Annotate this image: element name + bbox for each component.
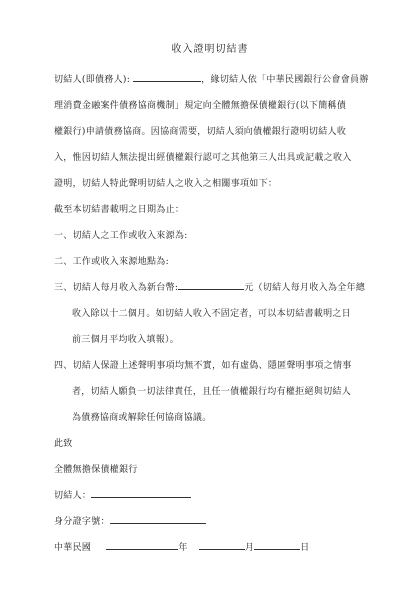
item-4-line-2: 者，切結人願負一切法律責任，且任一債權銀行均有權拒絕與切結人 — [72, 387, 352, 397]
monthly-income-label: 三、切結人每月收入為新台幣: — [54, 283, 179, 293]
intro-line-4: 入，惟因切結人無法提出經債權銀行認可之其他第三人出具或記載之收入 — [54, 153, 352, 163]
closing: 此致 — [54, 439, 73, 449]
monthly-income-blank[interactable] — [178, 281, 244, 290]
month-blank[interactable] — [199, 541, 245, 550]
intro-line-2: 理消費金融案件債務協商機制」規定向全體無擔保債權銀行(以下簡稱債 — [54, 101, 347, 111]
id-number-blank[interactable] — [110, 515, 206, 524]
id-label: 身分證字號： — [54, 517, 110, 527]
era-label: 中華民國 — [54, 543, 92, 553]
item-1-income-source: 一、切結人之工作或收入來源為: — [54, 231, 188, 241]
item-2-income-location: 二、工作或收入來源地點為: — [54, 257, 169, 267]
debtor-label: 切結人(即債務人): — [54, 75, 134, 85]
month-label: 月 — [244, 543, 255, 553]
intro-line-1 — [54, 72, 369, 85]
date-line — [54, 540, 309, 553]
document-title: 收入證明切結書 — [171, 44, 249, 55]
date-statement: 截至本切結書載明之日期為止： — [54, 205, 185, 215]
day-label: 日 — [300, 543, 310, 553]
item-3-line-3: 前三個月平均收入填報）。 — [72, 335, 180, 345]
signer-label: 切結人： — [54, 491, 92, 501]
year-blank[interactable] — [106, 541, 178, 550]
id-number-line — [54, 514, 206, 527]
item-4-line-3: 為債務協商或解除任何協商協議。 — [72, 413, 212, 423]
intro-line-5: 證明，切結人特此聲明切結人之收入之相關事項如下： — [54, 179, 278, 189]
intro-line-3: 權銀行)申請債務協商。因協商需要，切結人須向債權銀行證明切結人收 — [54, 127, 347, 137]
recipient: 全體無擔保債權銀行 — [54, 465, 138, 475]
debtor-name-blank[interactable] — [133, 73, 201, 82]
item-3-line-1 — [54, 280, 365, 293]
monthly-income-note: 元（切結人每月收入為全年總 — [244, 283, 366, 293]
signature-line — [54, 488, 191, 501]
intro-text-1b: ，緣切結人依「中華民國銀行公會會員辦 — [201, 75, 369, 85]
signer-blank[interactable] — [91, 489, 191, 498]
item-4-line-1: 四、切結人保證上述聲明事項均無不實，如有虛偽、隱匿聲明事項之情事 — [54, 361, 352, 371]
year-label: 年 — [178, 543, 188, 553]
day-blank[interactable] — [254, 541, 300, 550]
item-3-line-2: 收入除以十二個月。如切結人收入不固定者，可以本切結書載明之日 — [72, 309, 352, 319]
